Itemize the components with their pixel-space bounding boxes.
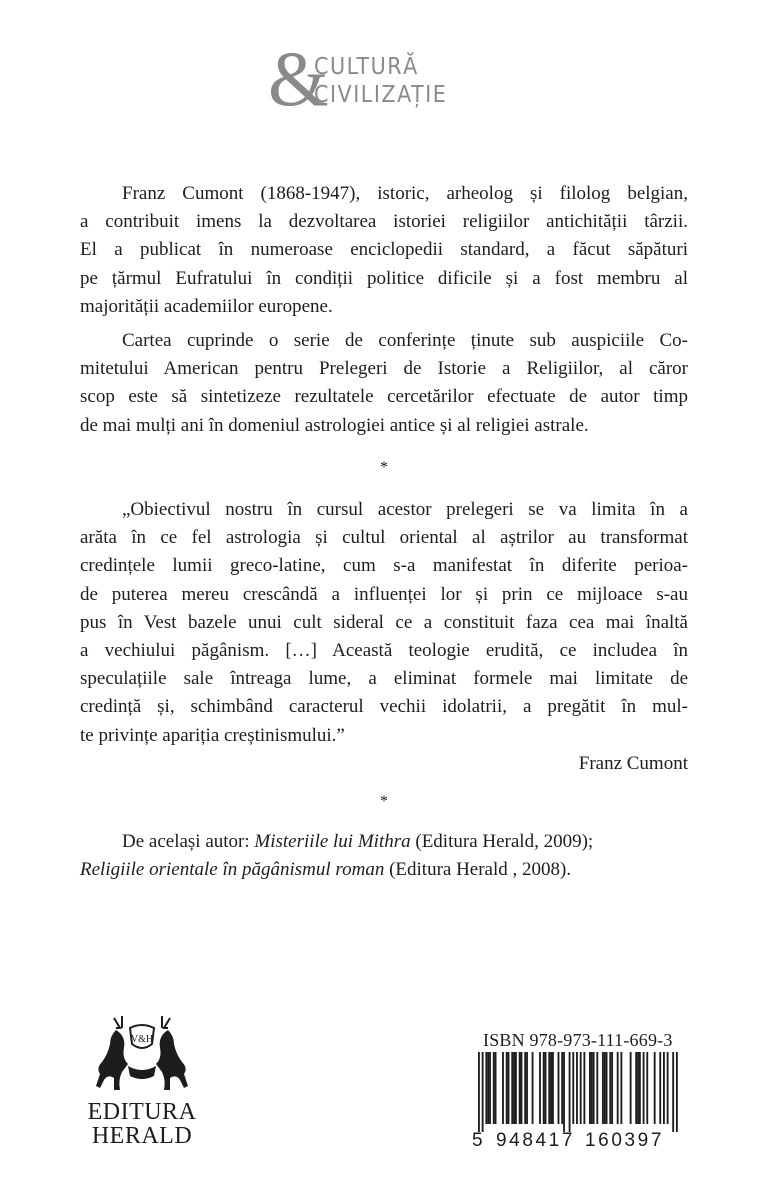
barcode-bar [593,1052,595,1124]
paragraph-same-author [80,828,688,884]
barcode-bar [630,1052,632,1124]
barcode-bar [508,1052,510,1124]
text-line: majorității academiilor europene. [80,295,333,317]
barcode-bar [550,1052,552,1124]
barcode-bar [511,1052,513,1124]
text-line: Franz Cumont (1868-1947), istoric, arheolog și filolog belgian, [122,183,688,204]
barcode-bar [667,1052,669,1124]
text-line: credință și, schimbând caracterul vechii idolatrii, a pregătit în mul- [80,696,688,718]
text-line: de puterea mereu crescândă a influenței lor și prin ce mijloace s-au [80,583,688,605]
paragraph-book-summary [80,327,688,440]
barcode-bar [493,1052,495,1124]
barcode-bar [620,1052,622,1124]
publisher-name-line2: HERALD [91,1123,193,1149]
barcode-bar [646,1052,648,1124]
barcode-digit-first: 5 [472,1130,483,1151]
text-line: pus în Vest bazele unui cult sideral ce a constituit faza cea mai înaltă [80,611,688,633]
book-title-religiile: Religiile orientale în păgânismul roman [80,859,385,881]
barcode-bar [637,1052,639,1124]
barcode-bar [596,1052,598,1124]
text-line: a contribuit imens la dezvoltarea istoriei religiilor antichității târzii. [80,211,688,233]
barcode-bar [532,1052,534,1124]
svg-text:V&H: V&H [130,1034,154,1045]
paragraph-quote [80,496,688,750]
barcode-bar [580,1052,582,1124]
barcode-bar [513,1052,515,1124]
barcode-bar [548,1052,550,1124]
barcode-bar [569,1052,571,1132]
publisher-logo [82,1014,202,1149]
publisher-name-line1: EDITURA [87,1099,197,1125]
series-logo [268,35,508,122]
text-line: arăta în ce fel astrologia și cultul oriental al aștrilor au transformat [80,527,688,549]
barcode-bar [515,1052,517,1124]
barcode-bar [478,1052,480,1132]
deer-emblem-icon [92,1014,192,1100]
barcode-bar [659,1052,661,1124]
barcode-bar [672,1052,674,1132]
barcode-bar [545,1052,547,1124]
barcode-bar [543,1052,545,1124]
barcode-bar [495,1052,497,1124]
barcode-bar [561,1052,563,1124]
text-line: pe țărmul Eufratului în condiții politice dificile și a fost membru al [80,267,688,289]
barcode-digits-right: 160397 [585,1130,665,1151]
book-publisher-2: (Editura Herald , 2008). [384,859,572,881]
barcode-bar [604,1052,606,1124]
barcode-bar [519,1052,521,1124]
text-line: a vechiului păgânism. […] Această teologie erudită, ce includea în [80,640,688,662]
text-line: mitetului American pentru Prelegeri de Istorie a Religiilor, al căror [80,358,688,380]
text-line [80,856,688,884]
barcode-bar [572,1052,574,1124]
barcode-bar [521,1052,523,1124]
text-line: credințele lumii greco-latine, cum s-a manifestat în diferite perioa- [80,555,688,577]
series-line-cultura: CULTURĂ [314,54,419,80]
text-line [80,828,688,856]
barcode-bar [591,1052,593,1124]
barcode-bar [663,1052,665,1124]
book-title-misteriile: Misteriile lui Mithra [254,831,411,853]
barcode-bar [558,1052,560,1124]
separator-asterisk: * [380,458,388,476]
barcode-bar [589,1052,591,1124]
series-line-civilizatie: CIVILIZAȚIE [314,82,448,108]
same-author-prefix: De același autor: [122,831,255,853]
barcode-bar [502,1052,504,1124]
barcode-bar [635,1052,637,1124]
barcode-bar [539,1052,541,1124]
isbn-label: ISBN 978-973-111-669-3 [483,1030,673,1050]
barcode-bar [526,1052,528,1124]
barcode-bar [563,1052,565,1132]
back-cover-text [80,180,688,885]
barcode-bar [489,1052,491,1124]
text-line: te privințe apariția creștinismului.” [80,724,345,746]
text-line: scop este să sintetizeze rezultatele cercetărilor efectuate de autor timp [80,386,688,408]
paragraph-author-bio [80,180,688,321]
barcode-bar [676,1052,678,1132]
book-publisher-1: (Editura Herald, 2009); [410,831,594,853]
barcode-bar [485,1052,487,1124]
text-line: El a publicat în numeroase enciclopedii standard, a făcut săpături [80,239,688,261]
barcode-bar [576,1052,578,1124]
barcode-bar [602,1052,604,1124]
barcode-bar [524,1052,526,1124]
series-ampersand: & [268,35,329,122]
barcode-bar [583,1052,585,1124]
text-line: speculațiile sale întreaga lume, a eliminat formele mai limitate de [80,668,688,690]
barcode-bar [609,1052,611,1124]
barcode [478,1052,683,1132]
barcode-bar [643,1052,645,1124]
barcode-bar [654,1052,656,1124]
barcode-bar [606,1052,608,1124]
barcode-bar [639,1052,641,1124]
barcode-bar [506,1052,508,1124]
barcode-bar [611,1052,613,1124]
text-line: Cartea cuprinde o serie de conferințe ținute sub auspiciile Co- [122,330,688,352]
barcode-bar [617,1052,619,1124]
barcode-bar [487,1052,489,1124]
text-line: „Obiectivul nostru în cursul acestor prelegeri se va limita în a [122,499,688,521]
quote-signature: Franz Cumont [578,752,688,774]
barcode-digits-left: 948417 [496,1130,576,1151]
barcode-bar [482,1052,484,1132]
text-line: de mai mulți ani în domeniul astrologiei antice și al religiei astrale. [80,414,589,436]
separator-asterisk: * [380,793,388,811]
barcode-bar [552,1052,554,1124]
